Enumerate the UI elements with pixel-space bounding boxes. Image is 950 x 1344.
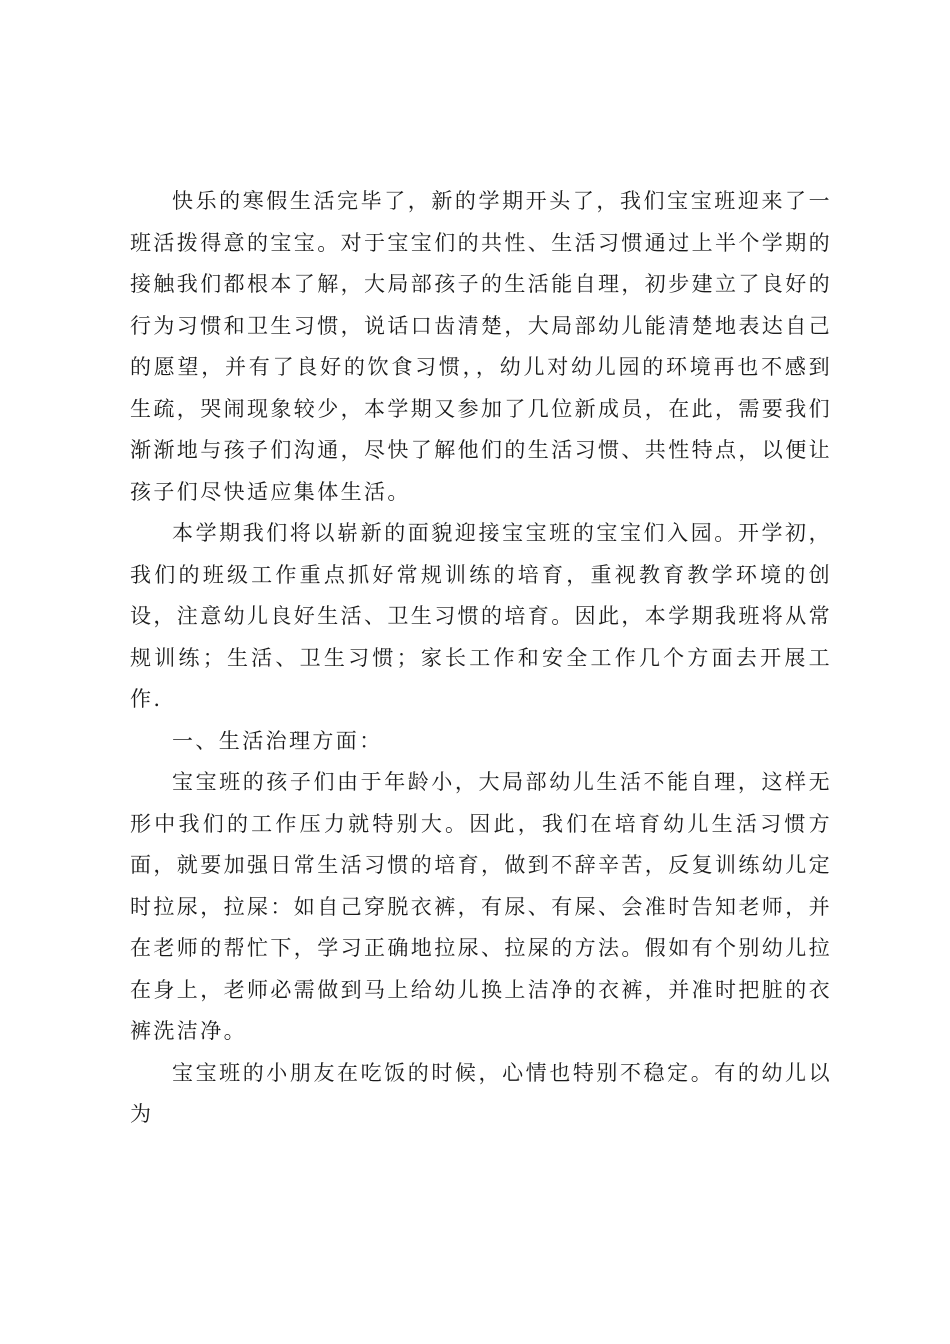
paragraph-2: 本学期我们将以崭新的面貌迎接宝宝班的宝宝们入园。开学初，我们的班级工作重点抓好常规训练的培育，重视教育教学环境的创设，注意幼儿良好生活、卫生习惯的培育。因此，本学期我班将从常规训练；生活、卫生习惯；家长工作和安全工作几个方面去开展工作.	[130, 521, 832, 711]
document-body	[130, 181, 832, 1136]
section-heading-life-management: 一、生活治理方面：	[172, 728, 383, 753]
paragraph-4: 宝宝班的小朋友在吃饭的时候，心情也特别不稳定。有的幼儿以为	[130, 1060, 832, 1126]
paragraph-1: 快乐的寒假生活完毕了，新的学期开头了，我们宝宝班迎来了一班活拨得意的宝宝。对于宝宝们的共性、生活习惯通过上半个学期的接触我们都根本了解，大局部孩子的生活能自理，初步建立了良好的行为习惯和卫生习惯，说话口齿清楚，大局部幼儿能清楚地表达自己的愿望，并有了良好的饮食习惯，，幼儿对幼儿园的环境再也不感到生疏，哭闹现象较少，本学期又参加了几位新成员，在此，需要我们渐渐地与孩子们沟通，尽快了解他们的生活习惯、共性特点，以便让孩子们尽快适应集体生活。	[130, 189, 832, 504]
paragraph-3: 宝宝班的孩子们由于年龄小，大局部幼儿生活不能自理，这样无形中我们的工作压力就特别大。因此，我们在培育幼儿生活习惯方面，就要加强日常生活习惯的培育，做到不辞辛苦，反复训练幼儿定时拉尿，拉屎：如自己穿脱衣裤，有尿、有屎、会准时告知老师，并在老师的帮忙下，学习正确地拉尿、拉屎的方法。假如有个别幼儿拉在身上，老师必需做到马上给幼儿换上洁净的衣裤，并准时把脏的衣裤洗洁净。	[130, 770, 832, 1043]
